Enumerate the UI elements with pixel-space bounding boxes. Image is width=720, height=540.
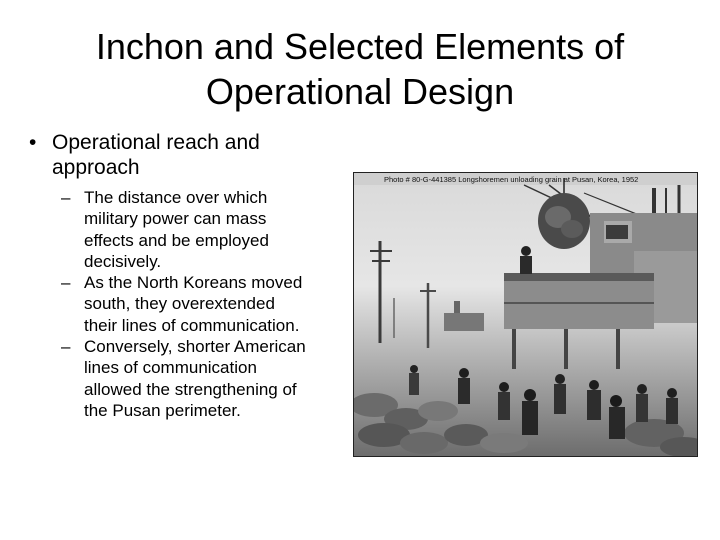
sub-bullet — [61, 272, 311, 336]
photo-scene — [354, 173, 697, 456]
historical-photo — [353, 172, 698, 457]
sub-bullet-marker: – — [61, 188, 71, 207]
sub-bullet-text: As the North Koreans moved south, they overextended their lines of communication. — [84, 273, 303, 335]
slide-title-line-2: Operational Design — [205, 71, 515, 112]
main-bullet-text: Operational reach and approach — [52, 131, 260, 179]
sub-bullet — [61, 336, 311, 421]
sub-bullet — [61, 187, 311, 272]
sub-bullet-text: The distance over which military power can mass effects and be employed decisively. — [84, 188, 269, 271]
slide-title — [40, 24, 680, 114]
sub-bullet-marker: – — [61, 337, 71, 357]
bullet-marker: • — [29, 131, 37, 154]
slide-title-line-1: Inchon and Selected Elements of — [95, 26, 625, 67]
photo-caption: Photo # 80-G-441385 Longshoremen unloading grain at Pusan, Korea, 1952 — [384, 175, 639, 184]
main-bullet — [29, 130, 329, 180]
sub-bullet-marker: – — [61, 273, 71, 293]
sub-bullet-text: Conversely, shorter American lines of communication allowed the strengthening of the Pusan perimeter. — [84, 337, 306, 420]
sub-bullet-list — [61, 187, 311, 421]
